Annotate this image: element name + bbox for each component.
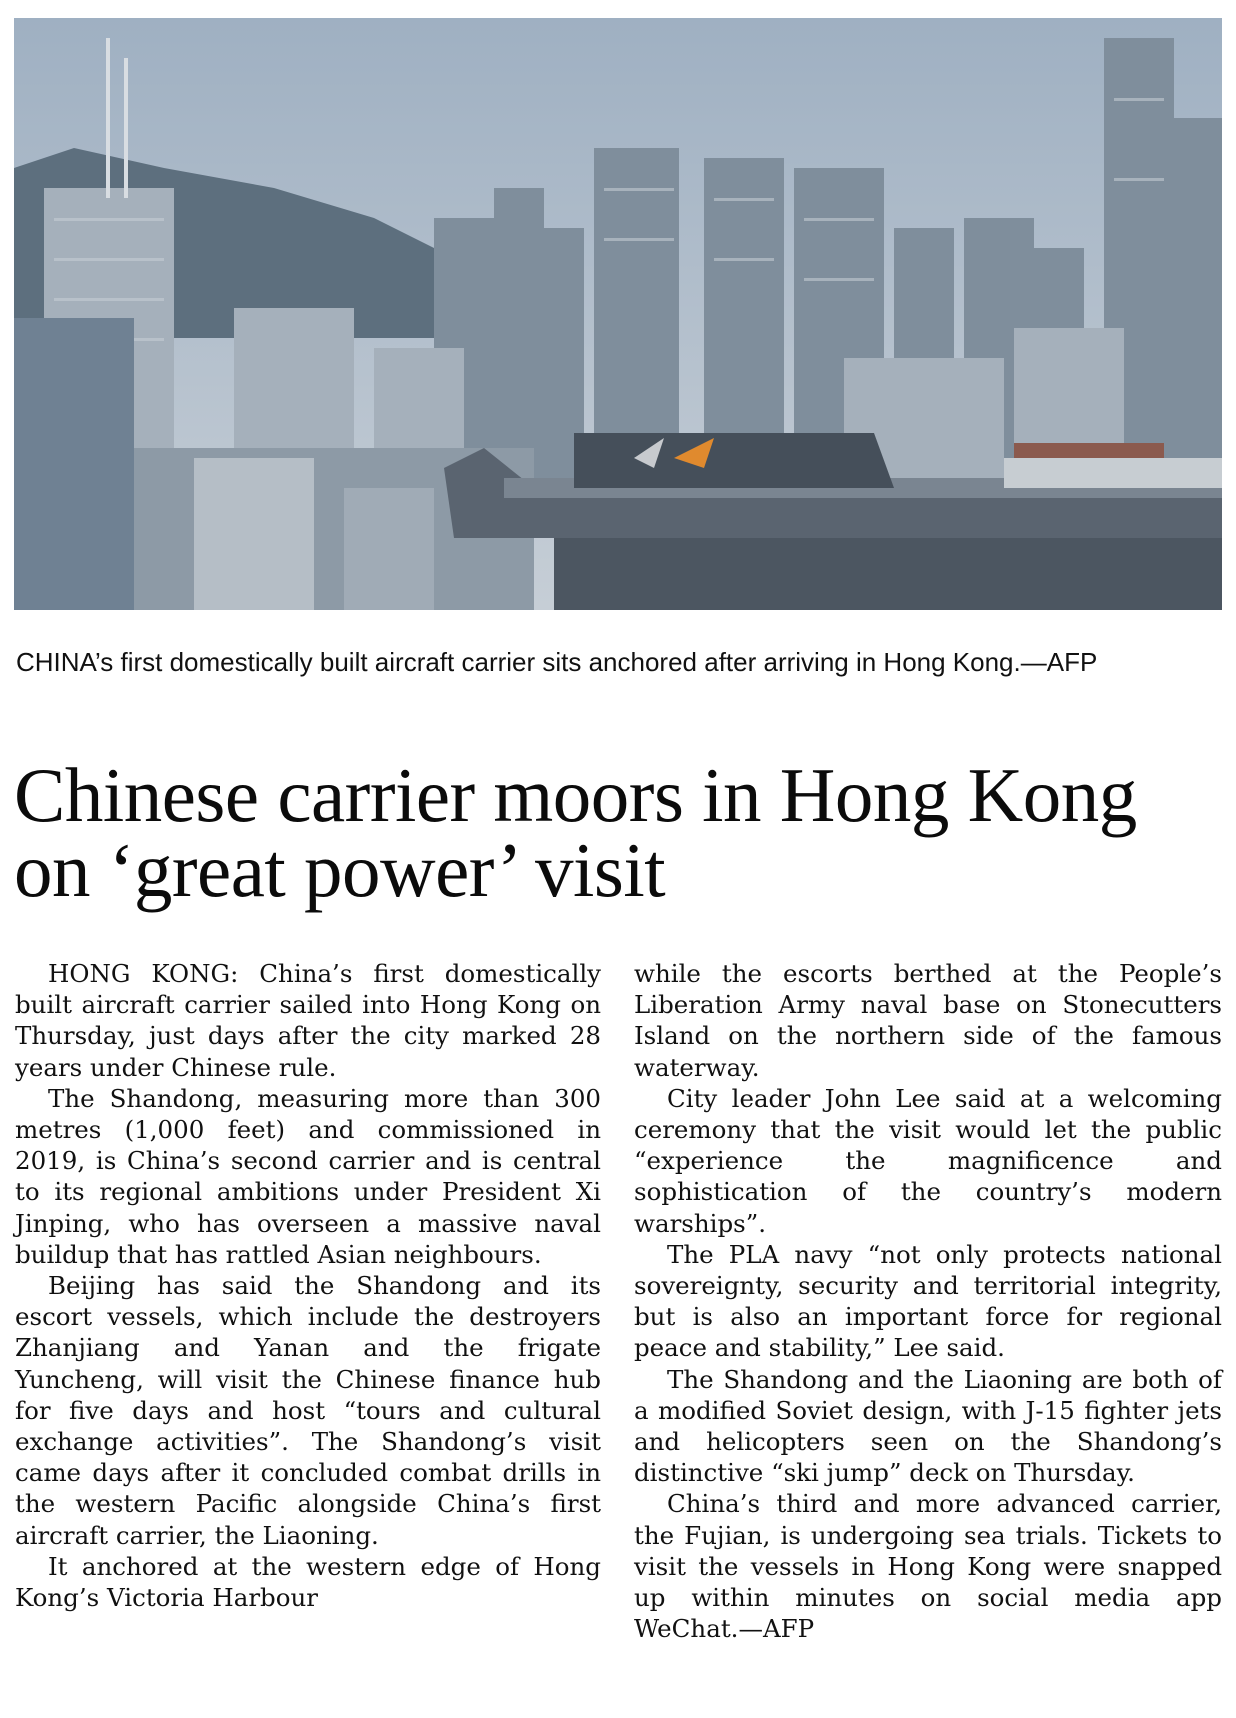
paragraph: HONG KONG: China’s first domestically built aircraft carrier sailed into Hong Kong on Thursday, just days after the city marked 28 years under Chinese rule. bbox=[15, 959, 601, 1082]
paragraph: It anchored at the western edge of Hong Kong’s Victoria Harbour bbox=[15, 1551, 601, 1613]
paragraph: The Shandong, measuring more than 300 metres (1,000 feet) and commissioned in 2019, is China’s second carrier and is central to its regional ambitions under President Xi Jinping, who has overseen a massive naval buildup that has rattled Asian neighbours. bbox=[15, 1083, 601, 1269]
paragraph: The PLA navy “not only protects national sovereignty, security and territorial integrity, but is also an important force for regional peace and stability,” Lee said. bbox=[634, 1239, 1222, 1363]
paragraph: China’s third and more advanced carrier, the Fujian, is undergoing sea trials. Tickets to visit the vessels in Hong Kong were snapped up within minutes on social media app WeChat.—AFP bbox=[634, 1489, 1222, 1644]
article-column-left bbox=[15, 958, 601, 1613]
paragraph: Beijing has said the Shandong and its escort vessels, which include the destroyers Zhanjiang and Yanan and the frigate Yuncheng, will visit the Chinese finance hub for five days and host “tours and cultural exchange activities”. The Shandong’s visit came days after it concluded combat drills in the western Pacific alongside China’s first aircraft carrier, the Liaoning. bbox=[15, 1271, 601, 1550]
article-headline: Chinese carrier moors in Hong Kong on ‘great power’ visit bbox=[14, 752, 1137, 913]
news-photo bbox=[14, 18, 1222, 610]
paragraph: The Shandong and the Liaoning are both of a modified Soviet design, with J-15 fighter jets and helicopters seen on the Shandong’s distinctive “ski jump” deck on Thursday. bbox=[634, 1364, 1222, 1488]
paragraph: City leader John Lee said at a welcoming ceremony that the visit would let the public “experience the magnificence and sophistication of the country’s modern warships”. bbox=[634, 1083, 1222, 1238]
photo-caption: CHINA’s first domestically built aircraft carrier sits anchored after arriving in Hong Kong.—AFP bbox=[16, 647, 1098, 677]
paragraph-continued: while the escorts berthed at the People’s Liberation Army naval base on Stonecutters Island on the northern side of the famous waterway. bbox=[634, 959, 1222, 1082]
skyline-carrier-illustration bbox=[14, 18, 1222, 610]
article-column-right bbox=[634, 958, 1222, 1644]
